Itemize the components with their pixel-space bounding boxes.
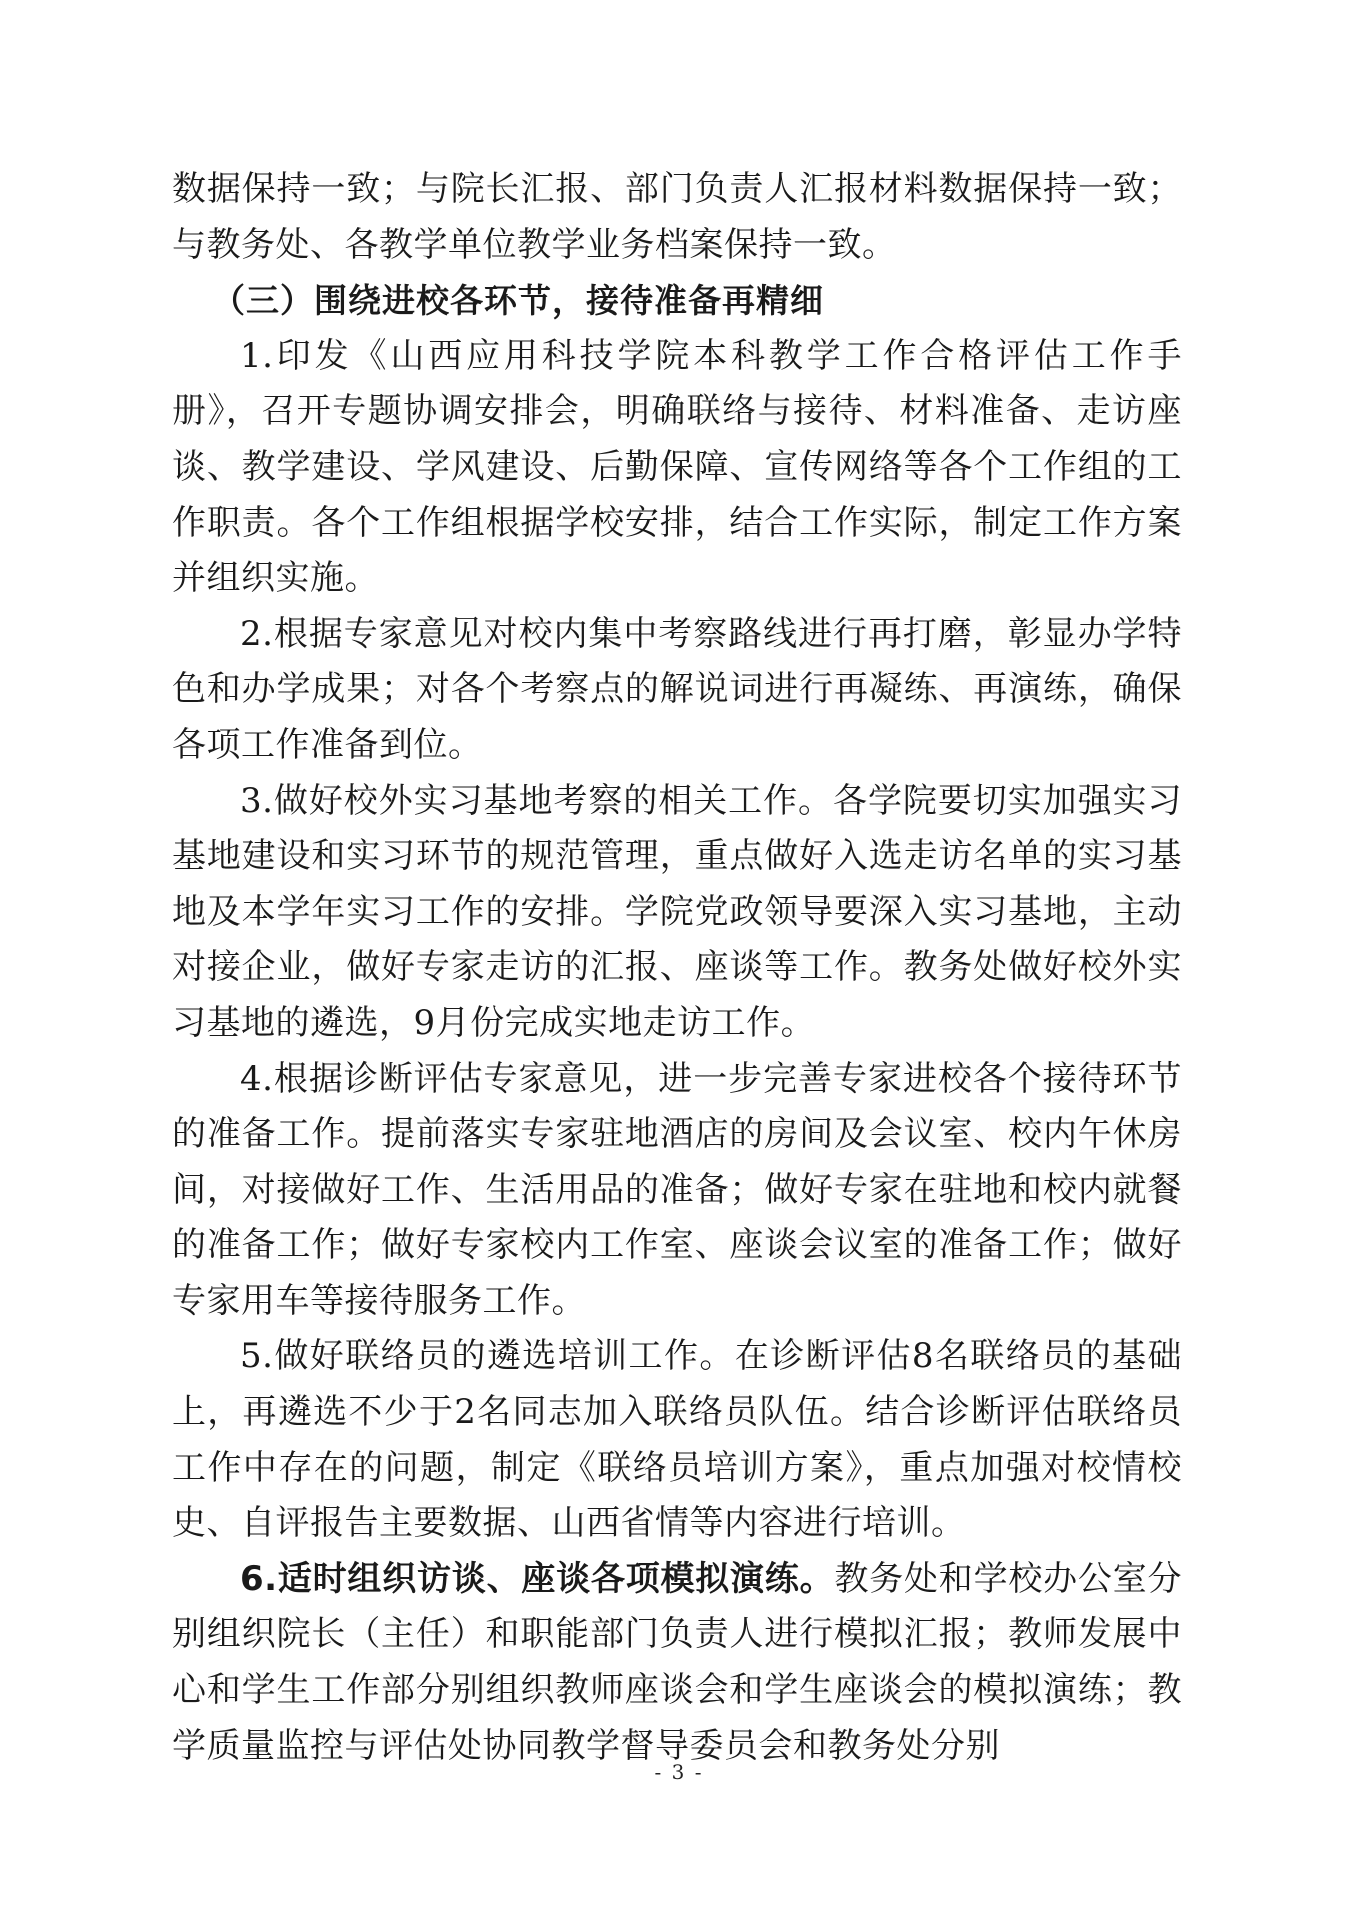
- section-heading: （三）围绕进校各环节，接待准备再精细: [212, 281, 824, 321]
- list-item: 2.根据专家意见对校内集中考察路线进行再打磨，彰显办学特色和办学成果；对各个考察点的解说词进行再凝练、再演练，确保各项工作准备到位。: [172, 613, 1182, 765]
- list-item: [172, 1552, 1182, 1774]
- item-bold-lead: 6.适时组织访谈、座谈各项模拟演练。: [240, 1558, 835, 1599]
- list-item: 1.印发《山西应用科技学院本科教学工作合格评估工作手册》，召开专题协调安排会，明确联络与接待、材料准备、走访座谈、教学建设、学风建设、后勤保障、宣传网络等各个工作组的工作职责。各个工作组根据学校安排，结合工作实际，制定工作方案并组织实施。: [172, 335, 1182, 599]
- list-item: 4.根据诊断评估专家意见，进一步完善专家进校各个接待环节的准备工作。提前落实专家驻地酒店的房间及会议室、校内午休房间，对接做好工作、生活用品的准备；做好专家在驻地和校内就餐的准备工作；做好专家校内工作室、座谈会议室的准备工作；做好专家用车等接待服务工作。: [172, 1058, 1182, 1321]
- continuation-paragraph: 数据保持一致；与院长汇报、部门负责人汇报材料数据保持一致；与教务处、各教学单位教学业务档案保持一致。: [172, 169, 1182, 265]
- list-item: 3.做好校外实习基地考察的相关工作。各学院要切实加强实习基地建设和实习环节的规范管理，重点做好入选走访名单的实习基地及本学年实习工作的安排。学院党政领导要深入实习基地，主动对接企业，做好专家走访的汇报、座谈等工作。教务处做好校外实习基地的遴选，9月份完成实地走访工作。: [172, 780, 1182, 1043]
- document-body: [172, 162, 1182, 1774]
- list-item: 5.做好联络员的遴选培训工作。在诊断评估8名联络员的基础上，再遴选不少于2名同志加入联络员队伍。结合诊断评估联络员工作中存在的问题，制定《联络员培训方案》，重点加强对校情校史、自评报告主要数据、山西省情等内容进行培训。: [172, 1336, 1182, 1544]
- item-body-text: 教务处和学校办公室分别组织院长（主任）和职能部门负责人进行模拟汇报；教师发展中心和学生工作部分别组织教师座谈会和学生座谈会的模拟演练；教学质量监控与评估处协同教学督导委员会和教务处分别: [172, 1558, 1183, 1766]
- page-number: - 3 -: [654, 1760, 704, 1784]
